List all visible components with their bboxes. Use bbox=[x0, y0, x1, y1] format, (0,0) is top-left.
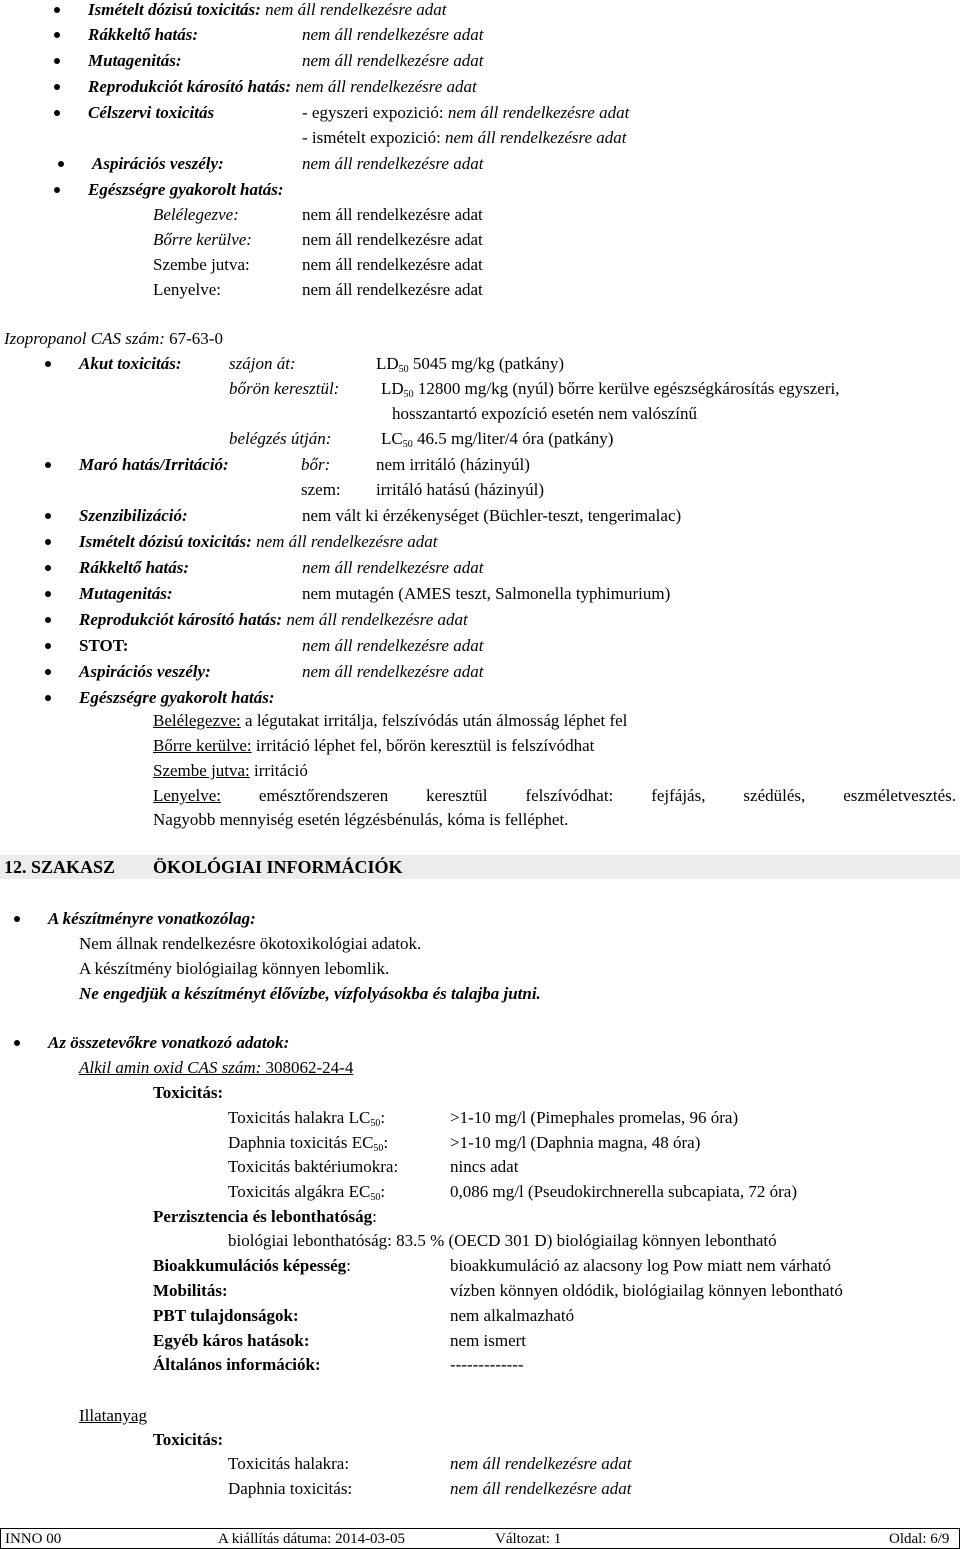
target-organ-repeated: - ismételt expozició: nem áll rendelkezésre adat bbox=[302, 128, 627, 147]
stot-value: nem áll rendelkezésre adat bbox=[302, 636, 484, 655]
footer-code: INNO 00 bbox=[5, 1531, 62, 1547]
fragrance-daphnia-value: nem áll rendelkezésre adat bbox=[450, 1479, 632, 1498]
bacteria-toxicity-value: nincs adat bbox=[450, 1157, 519, 1176]
sensitization-label: Szenzibilizáció: bbox=[79, 506, 188, 525]
persistence-label: Perzisztencia és lebonthatóság: bbox=[153, 1207, 377, 1226]
fragrance-title: Illatanyag bbox=[79, 1406, 147, 1425]
toxicity-heading: Toxicitás: bbox=[153, 1083, 224, 1102]
reproductive-line: Reprodukciót károsító hatás: nem áll rendelkezésre adat bbox=[88, 77, 477, 96]
acute-toxicity-label: Akut toxicitás: bbox=[79, 354, 182, 373]
izo-reproductive-line: Reprodukciót károsító hatás: nem áll rendelkezésre adat bbox=[79, 610, 468, 629]
inhalation-label: Belélegezve: bbox=[153, 205, 239, 224]
skin-value: nem áll rendelkezésre adat bbox=[302, 230, 483, 249]
algae-toxicity-label: Toxicitás algákra $EC_{50}$: bbox=[228, 1182, 386, 1203]
aspiration-label: Aspirációs veszély: bbox=[92, 154, 224, 173]
mutagenicity-label: Mutagenitás: bbox=[88, 51, 182, 70]
section-number: 12. SZAKASZ bbox=[4, 857, 116, 877]
ingestion-value: nem áll rendelkezésre adat bbox=[302, 280, 483, 299]
fish-toxicity-value: >1-10 mg/l (Pimephales promelas, 96 óra) bbox=[450, 1108, 739, 1127]
izo-ingestion-cont: Nagyobb mennyiség esetén légzésbénulás, kóma is felléphet. bbox=[153, 810, 569, 829]
stot-label: STOT: bbox=[79, 636, 129, 655]
sensitization-value: nem vált ki érzékenységet (Büchler-teszt, tengerimalac) bbox=[302, 506, 682, 525]
izo-repeated-line: Ismételt dózisú toxicitás: nem áll rendelkezésre adat bbox=[79, 532, 438, 551]
oral-value: $LD_{50}$ 5045 mg/kg (patkány) bbox=[376, 354, 565, 375]
skin-label: Bőrre kerülve: bbox=[153, 230, 252, 249]
eye-irritation-label: szem: bbox=[301, 480, 341, 499]
inhalation-route-label: belégzés útján: bbox=[229, 429, 332, 448]
skin-irritation-label: bőr: bbox=[301, 455, 331, 474]
izo-skin: Bőrre kerülve: irritáció léphet fel, bőrön keresztül is felszívódhat bbox=[153, 736, 595, 755]
section-title: ÖKOLÓGIAI INFORMÁCIÓK bbox=[153, 857, 403, 877]
section-header-bar bbox=[0, 855, 960, 879]
oral-label: szájon át: bbox=[229, 354, 296, 373]
pbt-label: PBT tulajdonságok: bbox=[153, 1306, 299, 1325]
eye-irritation-value: irritáló hatású (házinyúl) bbox=[376, 480, 545, 499]
isopropanol-title: Izopropanol CAS szám: 67-63-0 bbox=[4, 329, 223, 348]
carcinogenicity-value: nem áll rendelkezésre adat bbox=[302, 25, 484, 44]
target-organ-single: - egyszeri expozició: nem áll rendelkezésre adat bbox=[302, 103, 630, 122]
fragrance-daphnia-label: Daphnia toxicitás: bbox=[228, 1479, 353, 1498]
target-organ-label: Célszervi toxicitás bbox=[88, 103, 215, 122]
izo-inhalation: Belélegezve: a légutakat irritálja, felszívódás után álmosság léphet fel bbox=[153, 711, 628, 730]
fragrance-fish-label: Toxicitás halakra: bbox=[228, 1454, 350, 1473]
footer-version: Változat: 1 bbox=[495, 1531, 562, 1547]
general-info-value: ------------- bbox=[450, 1355, 524, 1374]
izo-carcinogenicity-value: nem áll rendelkezésre adat bbox=[302, 558, 484, 577]
repeated-dose-line: Ismételt dózisú toxicitás: nem áll rendelkezésre adat bbox=[88, 0, 447, 19]
izo-mutagenicity-label: Mutagenitás: bbox=[79, 584, 173, 603]
izo-ingestion: Lenyelve: emésztőrendszeren keresztül felszívódhat: fejfájás, szédülés, eszméletvesztés. bbox=[153, 786, 956, 805]
aspiration-value: nem áll rendelkezésre adat bbox=[302, 154, 484, 173]
fish-toxicity-label: Toxicitás halakra $LC_{50}$: bbox=[228, 1108, 386, 1129]
izo-health-effects-label: Egészségre gyakorolt hatás: bbox=[79, 688, 275, 707]
health-effects-label: Egészségre gyakorolt hatás: bbox=[88, 180, 284, 199]
daphnia-toxicity-value: >1-10 mg/l (Daphnia magna, 48 óra) bbox=[450, 1133, 701, 1152]
footer-page: Oldal: 6/9 bbox=[889, 1531, 950, 1547]
mutagenicity-value: nem áll rendelkezésre adat bbox=[302, 51, 484, 70]
footer-date: A kiállítás dátuma: 2014-03-05 bbox=[218, 1531, 406, 1547]
dermal-value-cont: hosszantartó expozíció esetén nem valószínű bbox=[392, 404, 697, 423]
pbt-value: nem alkalmazható bbox=[450, 1306, 575, 1325]
ingestion-label: Lenyelve: bbox=[153, 280, 221, 299]
izo-mutagenicity-value: nem mutagén (AMES teszt, Salmonella typhimurium) bbox=[302, 584, 671, 603]
other-effects-label: Egyéb káros hatások: bbox=[153, 1331, 310, 1350]
bioaccumulation-label: Bioakkumulációs képesség: bbox=[153, 1256, 351, 1275]
eye-value: nem áll rendelkezésre adat bbox=[302, 255, 483, 274]
mobility-label: Mobilitás: bbox=[153, 1281, 228, 1300]
izo-carcinogenicity-label: Rákkeltő hatás: bbox=[79, 558, 190, 577]
other-effects-value: nem ismert bbox=[450, 1331, 527, 1350]
algae-toxicity-value: 0,086 mg/l (Pseudokirchnerella subcapiata, 72 óra) bbox=[450, 1182, 797, 1201]
fragrance-toxicity-heading: Toxicitás: bbox=[153, 1430, 224, 1449]
product-title: A készítményre vonatkozólag: bbox=[48, 909, 256, 928]
alkyl-amine-title: Alkil amin oxid CAS szám: 308062-24-4 bbox=[79, 1058, 354, 1077]
product-line-3: Ne engedjük a készítményt élővízbe, vízfolyásokba és talajba jutni. bbox=[79, 984, 541, 1003]
inhalation-route-value: $LC_{50}$ 46.5 mg/liter/4 óra (patkány) bbox=[381, 429, 614, 450]
izo-eye: Szembe jutva: irritáció bbox=[153, 761, 308, 780]
skin-irritation-value: nem irritáló (házinyúl) bbox=[376, 455, 530, 474]
product-line-2: A készítmény biológiailag könnyen lebomlik. bbox=[79, 959, 390, 978]
product-line-1: Nem állnak rendelkezésre ökotoxikológiai adatok. bbox=[79, 934, 422, 953]
page-footer bbox=[0, 1528, 960, 1549]
dermal-label: bőrön keresztül: bbox=[229, 379, 340, 398]
eye-label: Szembe jutva: bbox=[153, 255, 250, 274]
izo-aspiration-value: nem áll rendelkezésre adat bbox=[302, 662, 484, 681]
corrosion-label: Maró hatás/Irritáció: bbox=[79, 455, 229, 474]
daphnia-toxicity-label: Daphnia toxicitás $EC_{50}$: bbox=[228, 1133, 389, 1154]
inhalation-value: nem áll rendelkezésre adat bbox=[302, 205, 483, 224]
fragrance-fish-value: nem áll rendelkezésre adat bbox=[450, 1454, 632, 1473]
mobility-value: vízben könnyen oldódik, biológiailag könnyen lebontható bbox=[450, 1281, 843, 1300]
bacteria-toxicity-label: Toxicitás baktériumokra: bbox=[228, 1157, 399, 1176]
dermal-value: $LD_{50}$ 12800 mg/kg (nyúl) bőrre kerülve egészségkárosítás egyszeri, bbox=[381, 379, 840, 400]
persistence-value: biológiai lebonthatóság: 83.5 % (OECD 301 D) biológiailag könnyen lebontható bbox=[228, 1231, 777, 1250]
carcinogenicity-label: Rákkeltő hatás: bbox=[88, 25, 199, 44]
general-info-label: Általános információk: bbox=[153, 1355, 321, 1374]
bioaccumulation-value: bioakkumuláció az alacsony log Pow miatt nem várható bbox=[450, 1256, 831, 1275]
components-title: Az összetevőkre vonatkozó adatok: bbox=[48, 1033, 290, 1052]
izo-aspiration-label: Aspirációs veszély: bbox=[79, 662, 211, 681]
